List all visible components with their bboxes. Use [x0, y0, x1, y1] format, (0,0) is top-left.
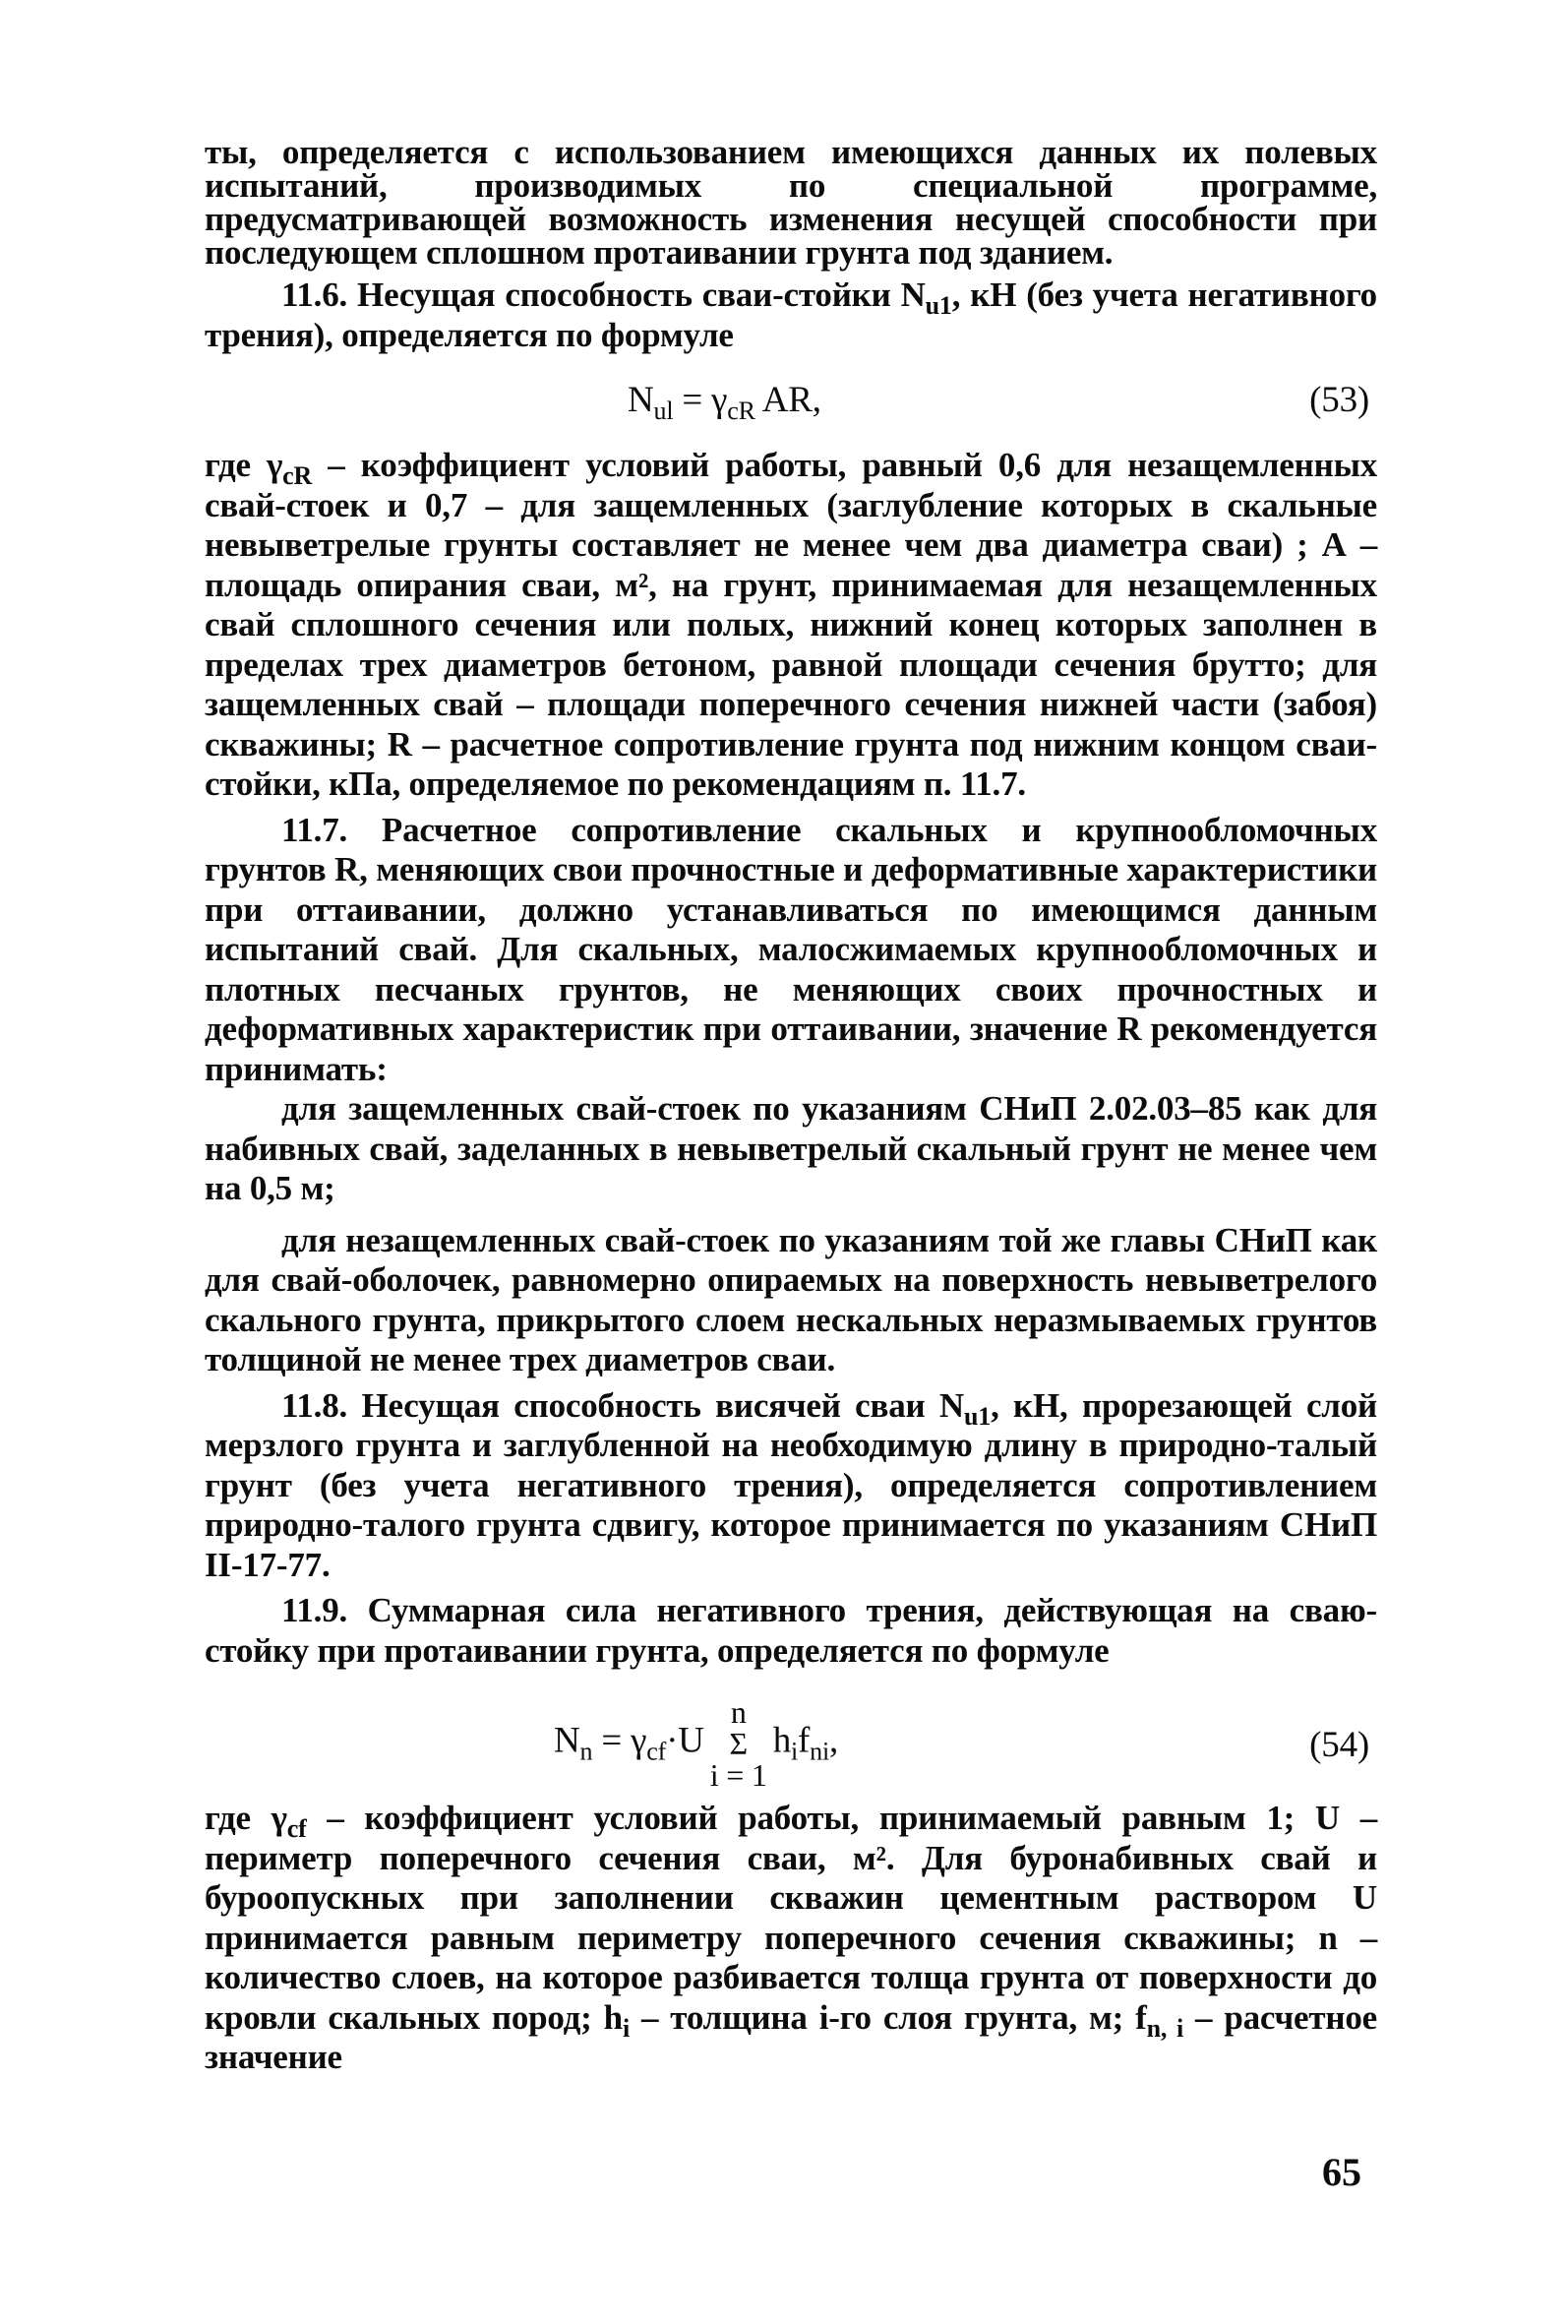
- paragraph-11-8: [205, 1386, 1377, 1586]
- formula-symbol: N: [554, 1720, 580, 1761]
- subscript: cR: [282, 461, 313, 490]
- subscript: n: [579, 1737, 593, 1766]
- formula-eq: =: [673, 380, 712, 420]
- paragraph-11-8-text: 11.8. Несущая способность висячей сваи N: [281, 1385, 964, 1425]
- where-text-cont: – толщина i-го слоя грунта, м; f: [629, 1997, 1147, 2037]
- sum-upper-limit: n: [730, 1694, 747, 1730]
- where-text: где γ: [205, 1799, 287, 1837]
- subscript: u1: [925, 291, 952, 320]
- formula-53: [205, 355, 1377, 446]
- subscript: cf: [646, 1737, 667, 1766]
- subscript: cf: [286, 1814, 307, 1843]
- paragraph-11-6-text: 11.6. Несущая способность сваи-стойки N: [281, 275, 926, 314]
- paragraph-11-7: 11.7. Расчетное сопротивление скальных и крупнообломочных грунтов R, меняющих свои прочностные и деформативные характеристики при оттаивании, должно устанавливаться по имеющимся данным испытаний свай. Для скальных, малосжимаемых крупнообломочных и плотных песчаных грунтов, не меняющих своих прочностных и деформативных характеристик при оттаивании, значение R рекомендуется принимать:: [205, 810, 1377, 1088]
- where-text-cont: – коэффициент условий работы, равный 0,6 для незащемленных свай-стоек и 0,7 – для защемленных (заглубление которых в скальные невыветрелые грунты составляет не менее чем два диаметра сваи) ; А – площадь опирания сваи, м², на грунт, принимаемая для незащемленных свай сплошного сечения или полых, нижний конец которых заполнен в пределах трех диаметров бетоном, равной площади сечения брутто; для защемленных свай – площади поперечного сечения нижней части (забоя) скважины; R – расчетное сопротивление грунта под нижним концом сваи-стойки, кПа, определяемое по рекомендациям п. 11.7.: [205, 446, 1377, 803]
- formula-54-body: [554, 1696, 838, 1791]
- where-text: где γ: [205, 446, 283, 484]
- sum-lower-limit: i = 1: [709, 1757, 767, 1793]
- paragraph-11-7-item-a: для защемленных свай-стоек по указаниям СНиП 2.02.03–85 как для набивных свай, заделанных в невыветрелый скальный грунт не менее чем на 0,5 м;: [205, 1089, 1377, 1207]
- subscript: ni: [810, 1737, 829, 1766]
- formula-symbol: f: [798, 1720, 811, 1761]
- page-number: 65: [1322, 2150, 1361, 2194]
- formula-symbol: γ: [631, 1720, 647, 1761]
- sum-operator: [710, 1696, 767, 1791]
- subscript: n, i: [1146, 2013, 1183, 2043]
- formula-tail: ,: [829, 1720, 839, 1761]
- formula-symbol: γ: [711, 380, 728, 420]
- formula-53-body: [628, 380, 821, 425]
- paragraph-11-7-item-b: для незащемленных свай-стоек по указаниям той же главы СНиП как для свай-оболочек, равномерно опираемых на поверхность невыветрелого скального грунта, прикрытого слоем нескальных неразмываемых грунтов толщиной не менее трех диаметров сваи.: [205, 1220, 1377, 1378]
- formula-mult: ·U: [666, 1720, 704, 1761]
- paragraph-11-6: [205, 275, 1377, 355]
- formula-eq: =: [592, 1720, 632, 1761]
- paragraph-11-6-where: [205, 446, 1377, 805]
- subscript: i: [791, 1737, 799, 1766]
- formula-54: [205, 1671, 1377, 1799]
- where-text-cont: – коэффициент условий работы, принимаемый равным 1; U – периметр поперечного сечения сваи, м². Для буронабивных свай и буроопускных при заполнении скважин цементным раствором U принимается равным периметру поперечного сечения скважины; n – количество слоев, на которое разбивается толща грунта от поверхности до кровли скальных пород; h: [205, 1799, 1378, 2037]
- paragraph-11-8-text-cont: , кН, прорезающей слой мерзлого грунта и заглубленной на необходимую длину в природно-талый грунт (без учета негативного трения), определяется сопротивлением природно-талого грунта сдвигу, которое принимается по указаниям СНиП II-17-77.: [205, 1385, 1377, 1584]
- formula-rhs: AR,: [754, 380, 821, 420]
- formula-symbol: h: [772, 1720, 792, 1761]
- page-text: [205, 133, 1378, 2078]
- formula-symbol: N: [628, 380, 654, 420]
- sum-sign: Σ: [729, 1726, 748, 1761]
- subscript: i: [622, 2013, 630, 2043]
- subscript: ul: [653, 397, 674, 425]
- paragraph-11-9-where: [205, 1799, 1377, 2078]
- paragraph-11-6-text-cont: , кН (без учета негативного трения), определяется по формуле: [205, 275, 1377, 354]
- formula-53-number: (53): [1309, 380, 1369, 420]
- subscript: cR: [727, 397, 755, 425]
- formula-54-number: (54): [1309, 1725, 1369, 1765]
- where-text-cont: – расчетное значение: [205, 1997, 1377, 2076]
- subscript: u1: [964, 1401, 992, 1431]
- paragraph-11-9: 11.9. Суммарная сила негативного трения, действующая на сваю-стойку при протаивании грунта, определяется по формуле: [205, 1591, 1377, 1670]
- paragraph-intro: ты, определяется с использованием имеющихся данных их полевых испытаний, производимых по специальной программе, предусматривающей возможность изменения несущей способности при последующем сплошном протаивании грунта под зданием.: [205, 133, 1377, 272]
